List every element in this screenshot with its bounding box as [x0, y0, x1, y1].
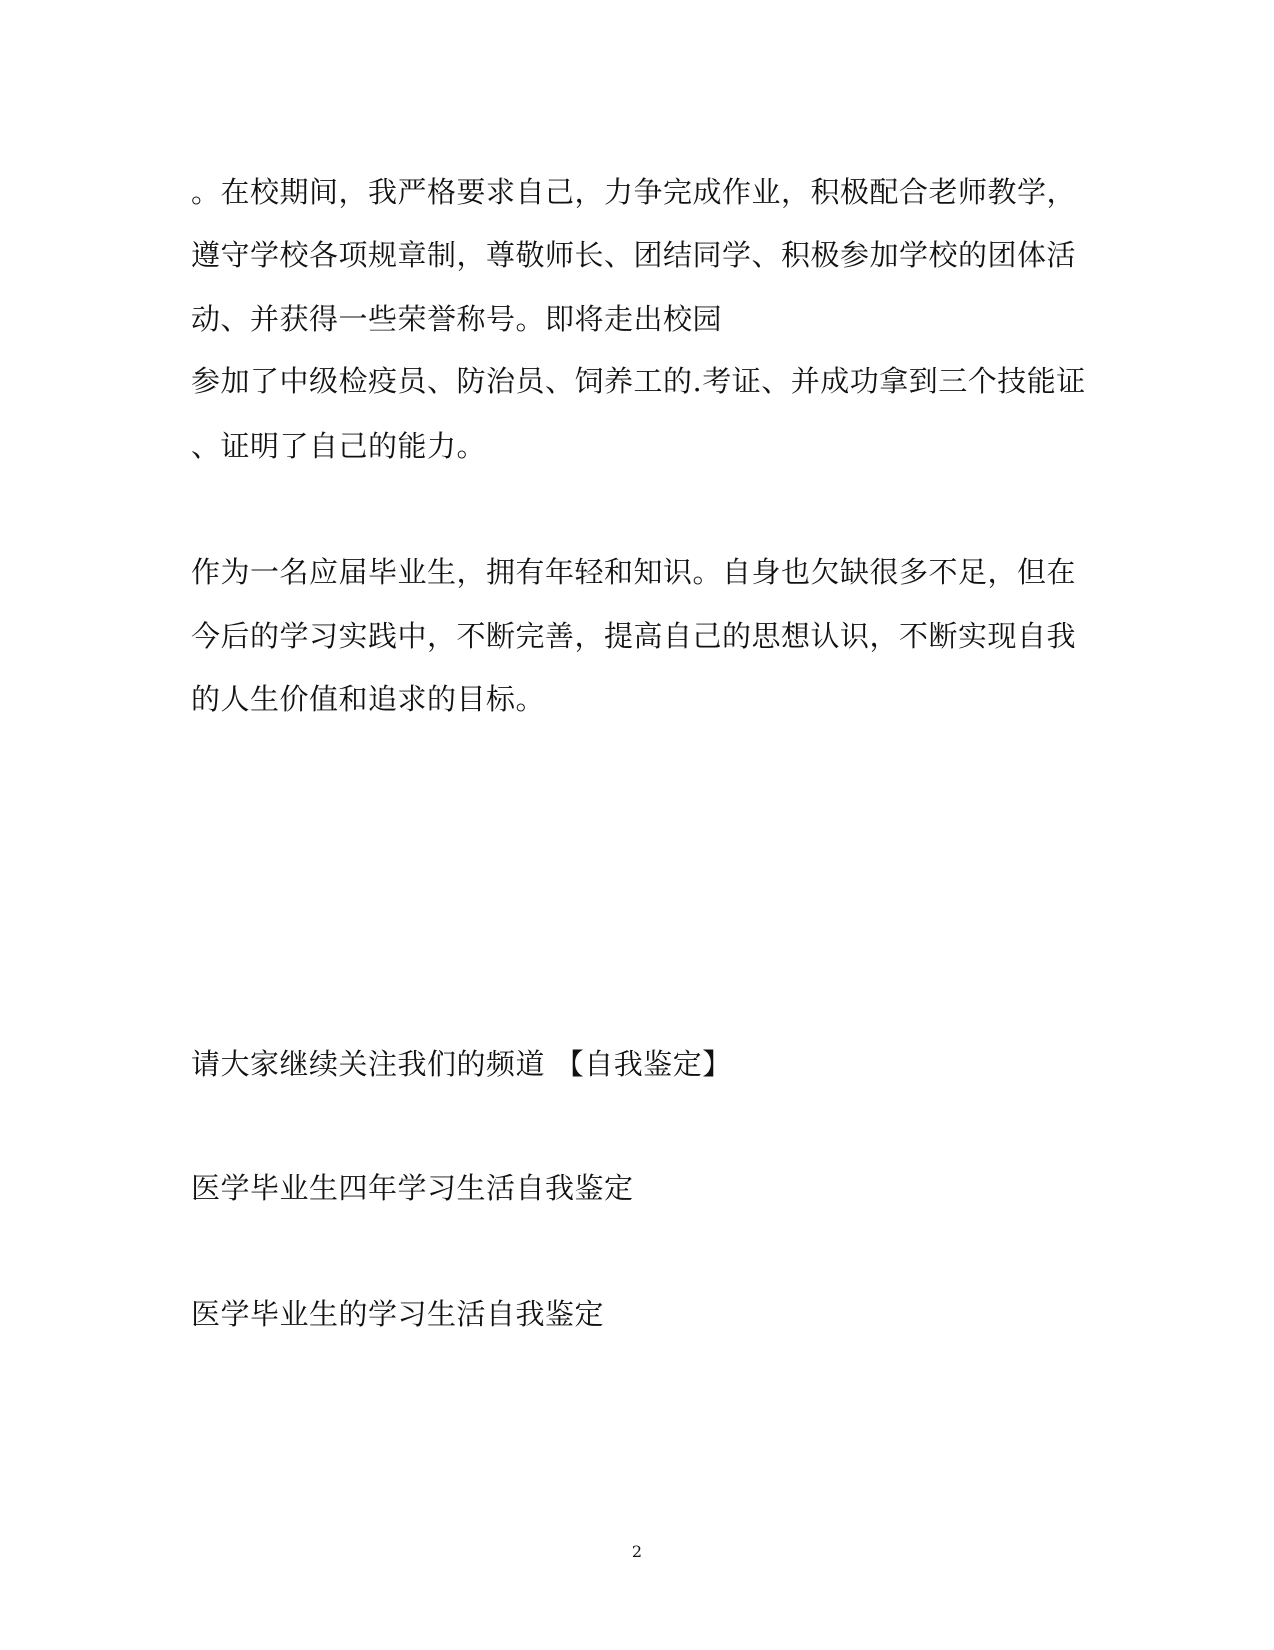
text-line: 作为一名应届毕业生，拥有年轻和知识。自身也欠缺很多不足，但在 [191, 555, 1077, 589]
follow-channel-text: 请大家继续关注我们的频道 【自我鉴定】 [191, 1047, 732, 1081]
text-line: 。在校期间，我严格要求自己，力争完成作业，积极配合老师教学， [191, 175, 1077, 209]
related-article-link-2[interactable]: 医学毕业生的学习生活自我鉴定 [191, 1297, 605, 1331]
text-line: 参加了中级检疫员、防治员、饲养工的.考证、并成功拿到三个技能证 [191, 364, 1086, 398]
text-line: 今后的学习实践中，不断完善，提高自己的思想认识，不断实现自我 [191, 619, 1077, 653]
related-article-link-1[interactable]: 医学毕业生四年学习生活自我鉴定 [191, 1171, 634, 1205]
text-line: 的人生价值和追求的目标。 [191, 682, 546, 716]
page-number: 2 [631, 1542, 643, 1561]
text-line: 动、并获得一些荣誉称号。即将走出校园 [191, 302, 723, 336]
text-line: 、证明了自己的能力。 [191, 429, 487, 463]
text-line: 遵守学校各项规章制，尊敬师长、团结同学、积极参加学校的团体活 [191, 238, 1077, 272]
